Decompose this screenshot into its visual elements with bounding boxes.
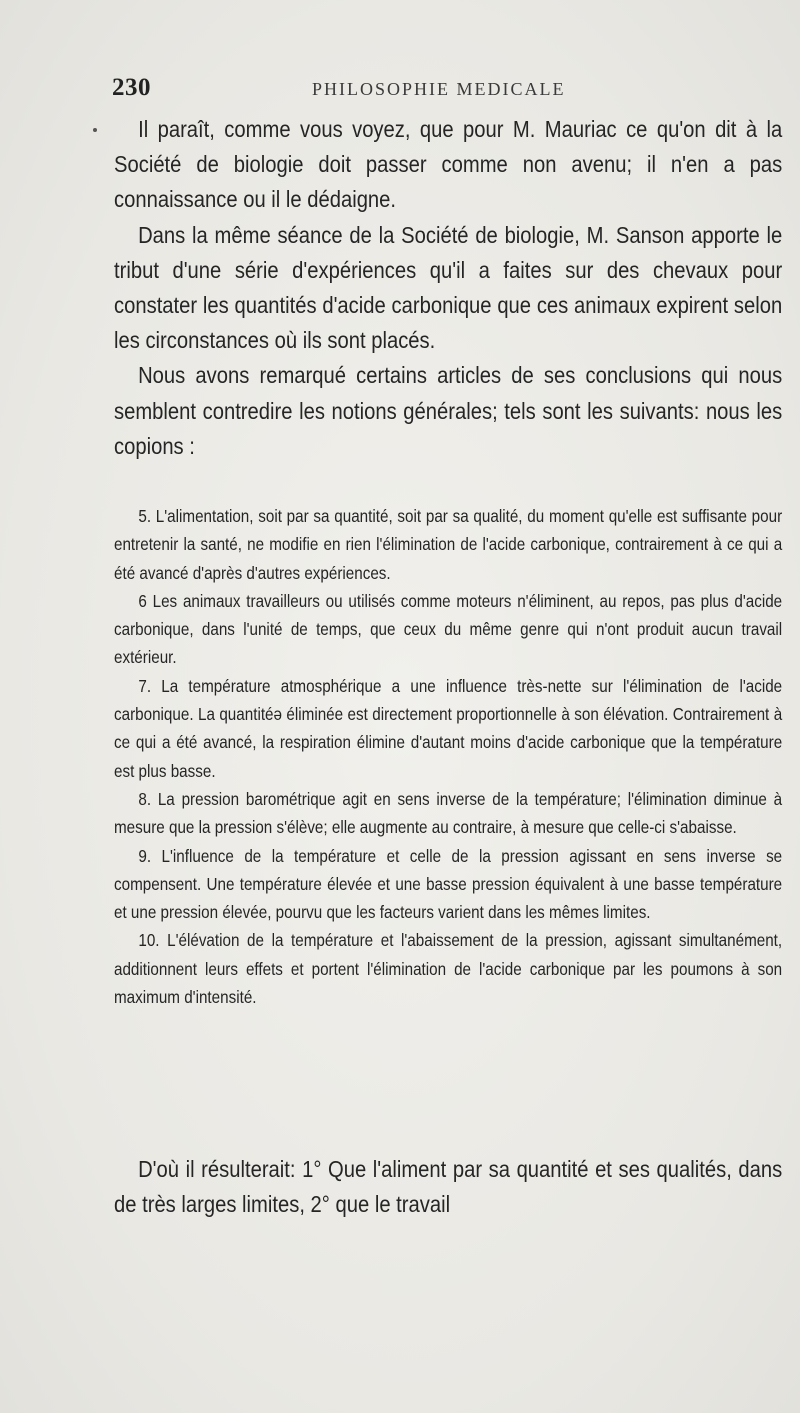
page-number: 230 (112, 74, 151, 101)
item-9: 9. L'influence de la température et celle de la pression agissant en sens inverse se compensent. Une température élevée et une basse pression équivalent à une basse température et une pression élevée, pourvu que les facteurs varient dans les mêmes limites. (114, 845, 783, 923)
paragraph-conclusion: D'où il résulterait: 1° Que l'aliment par sa quantité et ses qualités, dans de très larges limites, 2° que le travail (114, 1156, 783, 1218)
item-8: 8. La pression barométrique agit en sens inverse de la température; l'élimination diminue à mesure que la pression s'élève; elle augmente au contraire, à mesure que celle-ci s'abaisse. (114, 788, 783, 838)
paragraph-mauriac: Il paraît, comme vous voyez, que pour M. Mauriac ce qu'on dit à la Société de biologie doit passer comme non avenu; il n'en a pas connaissance ou il le dédaigne. (114, 116, 783, 213)
item-10: 10. L'élévation de la température et l'abaissement de la pression, agissant simultanément, additionnent leurs effets et portent l'élimination de l'acide carbonique par les poumons à son maximum d'intensité. (114, 930, 783, 1008)
item-7: 7. La température atmosphérique a une influence très-nette sur l'élimination de l'acide carbonique. La quantitéə éliminée est directement proportionnelle à son élévation. Contrairement à ce qui a été avancé, la respiration élimine d'autant moins d'acide carbonique que la température est plus basse. (114, 675, 783, 781)
page-header (112, 74, 772, 104)
paragraph-sanson: Dans la même séance de la Société de biologie, M. Sanson apporte le tribut d'une série d'expériences qu'il a faites sur des chevaux pour constater les quantités d'acide carbonique que ces animaux expirent selon les circonstances où ils sont placés. (114, 221, 783, 354)
running-title: PHILOSOPHIE MEDICALE (312, 79, 566, 99)
conclusion-paragraph (114, 1152, 782, 1222)
paragraph-conclusions-intro: Nous avons remarqué certains articles de ses conclusions qui nous semblent contredire les notions générales; tels sont les suivants: nous les copions : (114, 362, 783, 459)
quoted-conclusions (114, 502, 782, 1011)
item-6: 6 Les animaux travailleurs ou utilisés comme moteurs n'éliminent, au repos, pas plus d'acide carbonique, dans l'unité de temps, que ceux du même genre qui n'ont produit aucun travail extérieur. (114, 590, 783, 668)
margin-mark (93, 128, 97, 132)
intro-paragraphs (114, 112, 782, 464)
item-5: 5. L'alimentation, soit par sa quantité, soit par sa qualité, du moment qu'elle est suffisante pour entretenir la santé, ne modifie en rien l'élimination de l'acide carbonique, contrairement à ce qui a été avancé d'après d'autres expériences. (114, 506, 783, 583)
